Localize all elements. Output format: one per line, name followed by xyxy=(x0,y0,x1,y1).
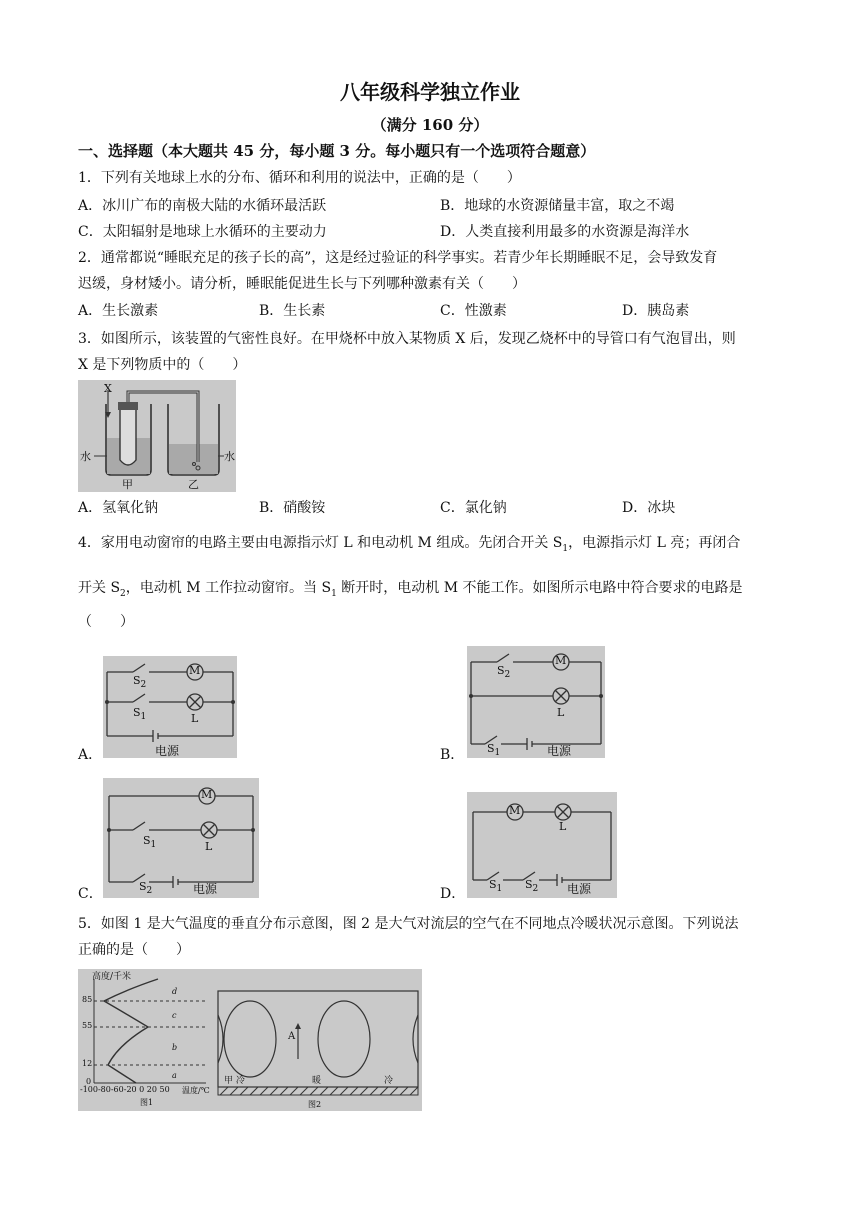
q4-option-c: C． xyxy=(78,886,103,902)
q4a-s1-label: $S_1$ xyxy=(133,706,147,723)
fig2-label-mid: 暖 xyxy=(312,1076,322,1086)
q4a-s2-label: $S_2$ xyxy=(133,674,147,691)
fig1-ytick-55: 55 xyxy=(82,1021,93,1030)
q4b-lamp-label: L xyxy=(557,706,565,719)
q4-circuit-d xyxy=(467,792,617,898)
q4-option-d: D． xyxy=(440,886,466,902)
q4-stem-line3: （ ） xyxy=(78,614,134,630)
q4b-s1-label: $S_1$ xyxy=(487,742,501,759)
q3-beaker-yi-label: 乙 xyxy=(188,478,199,491)
q3-stem-line1: 3．如图所示，该装置的气密性良好。在甲烧杯中放入某物质 X 后，发现乙烧杯中的导管口有气泡冒出，则 xyxy=(78,331,736,347)
q4a-lamp-label: L xyxy=(191,712,199,725)
q4-stem-line1: 4．家用电动窗帘的电路主要由电源指示灯 L 和电动机 M 组成。先闭合开关 $S_1$，电源指示灯 L 亮；再闭合 xyxy=(78,535,741,554)
q4c-motor-label: M xyxy=(201,788,213,801)
fig2-label-right: 冷 xyxy=(384,1076,394,1086)
q4b-power-label: 电源 xyxy=(547,744,572,758)
q2-stem-line2: 迟缓，身材矮小。请分析，睡眠能促进生长与下列哪种激素有关（ ） xyxy=(78,276,526,292)
q4d-power-label: 电源 xyxy=(567,882,592,896)
q3-water-right-label: 水 xyxy=(224,450,235,463)
q2-option-d: D．胰岛素 xyxy=(622,303,690,319)
q4c-s2-label: $S_2$ xyxy=(139,880,153,897)
q4a-motor-label: M xyxy=(189,664,201,677)
q4-circuit-b xyxy=(467,646,605,758)
q4c-s1-label: $S_1$ xyxy=(143,834,157,851)
fig1-layer-a: a xyxy=(172,1071,177,1080)
q1-option-c: C．太阳辐射是地球上水循环的主要动力 xyxy=(78,224,327,240)
q3-option-b: B．硝酸铵 xyxy=(259,500,326,516)
q4-option-b: B． xyxy=(440,747,465,763)
q2-option-c: C．性激素 xyxy=(440,303,507,319)
fig1-ytick-12: 12 xyxy=(82,1059,93,1068)
q1-stem: 1．下列有关地球上水的分布、循环和利用的说法中，正确的是（ ） xyxy=(78,170,521,186)
q4a-power-label: 电源 xyxy=(155,744,180,758)
q3-option-a: A．氢氧化钠 xyxy=(78,500,159,516)
q2-option-b: B．生长素 xyxy=(259,303,326,319)
q2-stem-line1: 2．通常都说“睡眠充足的孩子长的高”，这是经过验证的科学事实。若青少年长期睡眠不足，会导致发育 xyxy=(78,250,718,266)
fig1-xticks: -100-80-60-20 0 20 50 xyxy=(80,1085,170,1094)
q4d-s2-label: $S_2$ xyxy=(525,878,539,895)
fig1-xlabel: 温度/℃ xyxy=(182,1086,210,1095)
q4d-lamp-label: L xyxy=(559,820,567,833)
fig1-ytick-0: 0 xyxy=(86,1077,92,1086)
fig1-ytick-85: 85 xyxy=(82,995,93,1004)
q3-beaker-jia-label: 甲 xyxy=(122,478,133,491)
q5-stem-line2: 正确的是（ ） xyxy=(78,942,190,958)
section-heading: 一、选择题（本大题共 45 分，每小题 3 分。每小题只有一个选项符合题意） xyxy=(78,142,596,160)
q5-figure xyxy=(78,969,422,1111)
q3-option-d: D．冰块 xyxy=(622,500,676,516)
full-score: （满分 160 分） xyxy=(371,116,489,134)
fig1-layer-c: c xyxy=(172,1011,177,1020)
q1-option-b: B．地球的水资源储量丰富，取之不竭 xyxy=(440,198,675,214)
q4-stem-line2: 开关 $S_2$，电动机 M 工作拉动窗帘。当 $S_1$ 断开时，电动机 M 不能工作。如图所示电路中符合要求的电路是 xyxy=(78,580,743,599)
q3-option-c: C．氯化钠 xyxy=(440,500,507,516)
q3-stem-line2: X 是下列物质中的（ ） xyxy=(78,357,247,373)
fig2-label-left: 甲 冷 xyxy=(224,1076,245,1086)
q4d-motor-label: M xyxy=(509,804,521,817)
q4-circuit-a xyxy=(103,656,237,758)
fig1-layer-b: b xyxy=(172,1043,178,1052)
q5-stem-line1: 5．如图 1 是大气温度的垂直分布示意图，图 2 是大气对流层的空气在不同地点冷暖状况示意图。下列说法 xyxy=(78,916,739,932)
q4b-s2-label: $S_2$ xyxy=(497,664,511,681)
q1-option-d: D．人类直接利用最多的水资源是海洋水 xyxy=(440,224,690,240)
page-title: 八年级科学独立作业 xyxy=(340,80,520,104)
q4-option-a: A． xyxy=(78,747,103,763)
q4-circuit-c xyxy=(103,778,259,898)
q2-option-a: A．生长激素 xyxy=(78,303,159,319)
q4c-lamp-label: L xyxy=(205,840,213,853)
q3-water-left-label: 水 xyxy=(80,450,91,463)
q4c-power-label: 电源 xyxy=(193,882,218,896)
fig2-caption: 图2 xyxy=(308,1100,322,1109)
fig1-caption: 图1 xyxy=(140,1098,154,1107)
q4d-s1-label: $S_1$ xyxy=(489,878,503,895)
fig1-layer-d: d xyxy=(172,987,178,996)
q3-x-label: X xyxy=(104,382,112,395)
fig1-ylabel: 高度/千米 xyxy=(92,972,132,982)
q3-apparatus-figure xyxy=(78,380,236,492)
q1-option-a: A．冰川广布的南极大陆的水循环最活跃 xyxy=(78,198,327,214)
q4b-motor-label: M xyxy=(555,654,567,667)
fig2-arrow-a-label: A xyxy=(288,1031,296,1042)
